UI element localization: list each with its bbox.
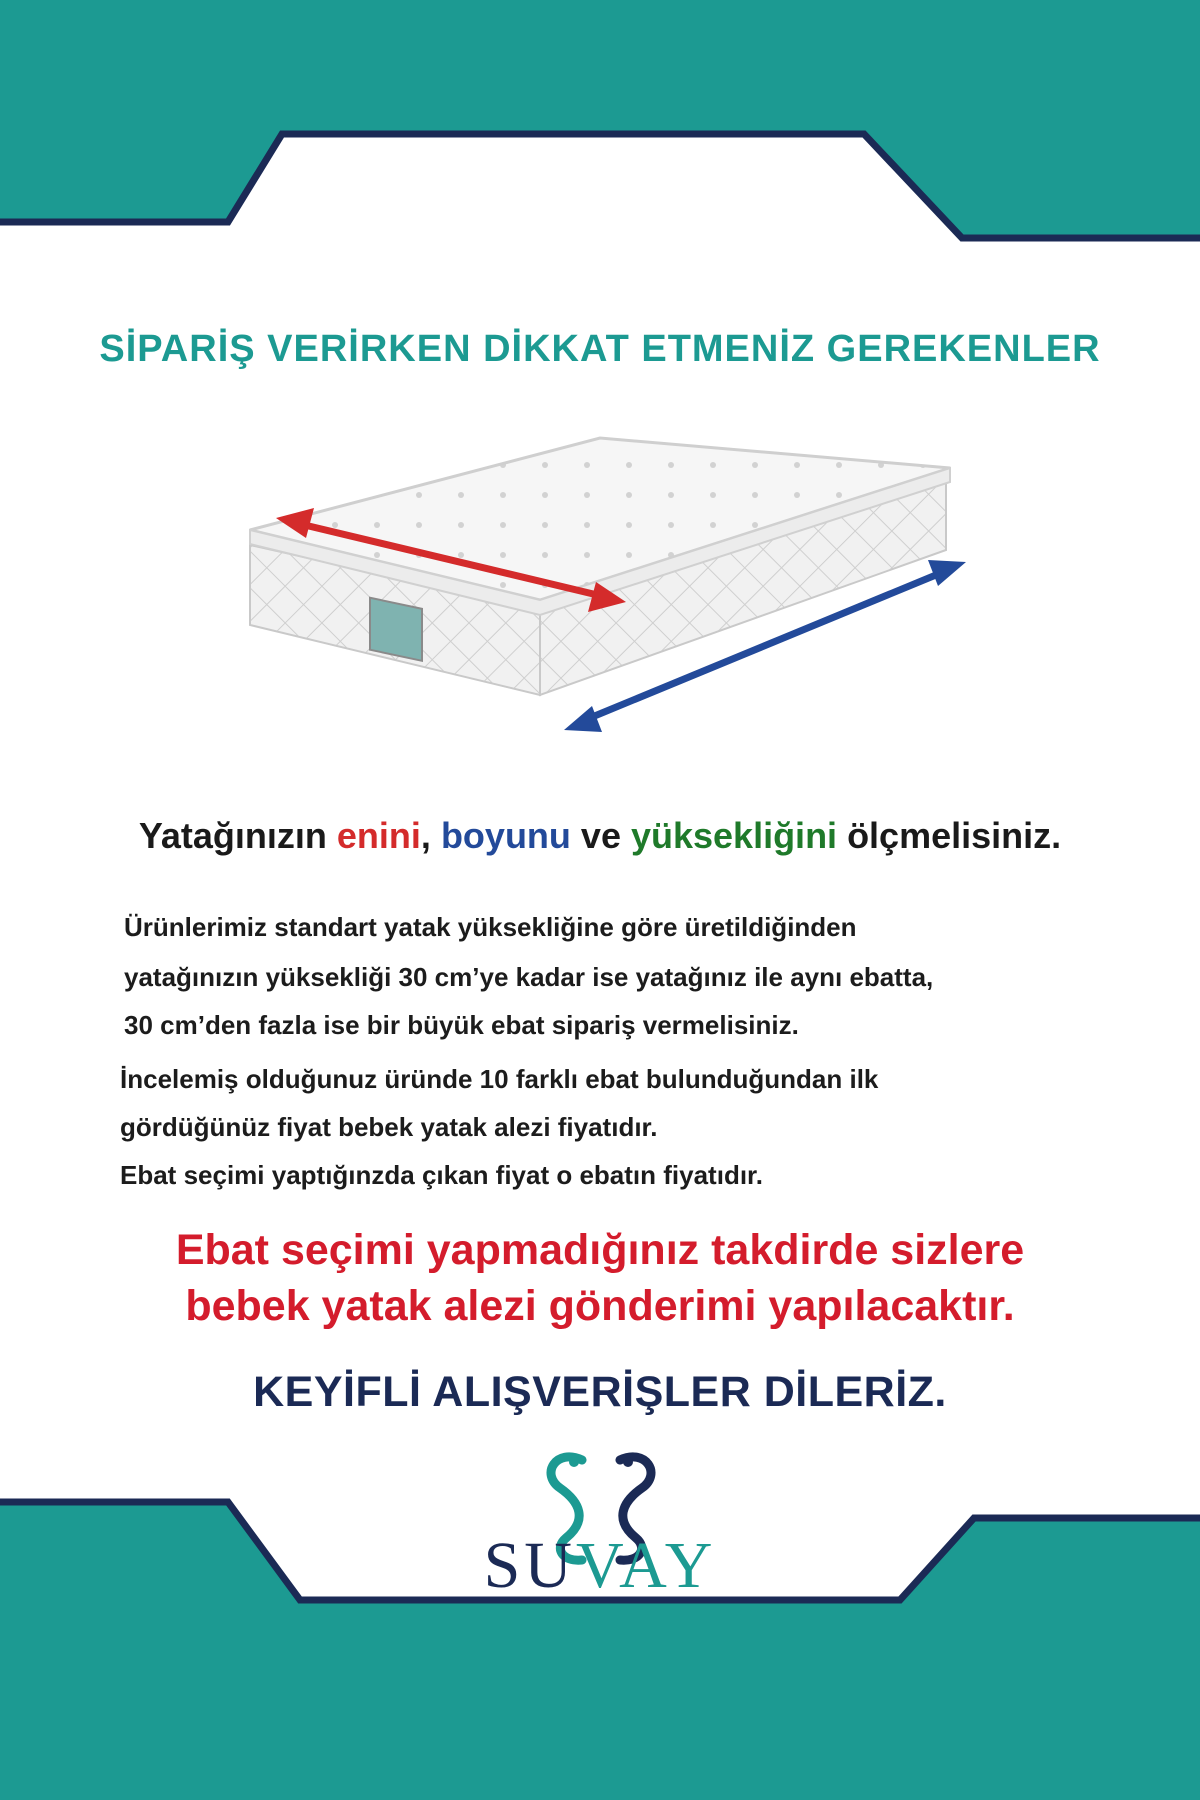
top-teal-band [0, 0, 1200, 238]
measurement-instruction [0, 815, 1200, 857]
measure-sep1: , [420, 815, 441, 856]
height-word: yüksekliğini [630, 815, 838, 856]
brand-logo-text [0, 1528, 1200, 1604]
measure-sep2: ve [570, 815, 631, 856]
page-heading: SİPARİŞ VERİRKEN DİKKAT ETMENİZ GEREKENLER [99, 328, 1101, 370]
info-line: Ürünlerimiz standart yatak yüksekliğine göre üretildiğinden [124, 912, 857, 942]
warning-line: Ebat seçimi yapmadığınız takdirde sizlere [175, 1226, 1025, 1274]
info-line: yatağınızın yüksekliği 30 cm’ye kadar ise yatağınız ile aynı ebatta, [124, 962, 934, 992]
measure-prefix: Yatağınızın [138, 815, 337, 856]
warning-line: bebek yatak alezi gönderimi yapılacaktır. [185, 1282, 1015, 1330]
measure-suffix: ölçmelisiniz. [837, 815, 1062, 856]
info-line: Ebat seçimi yaptığınzda çıkan fiyat o ebatın fiyatıdır. [120, 1160, 763, 1190]
brand-part-vay: VAY [575, 1529, 717, 1602]
info-line: 30 cm’den fazla ise bir büyük ebat sipariş vermelisiniz. [124, 1010, 799, 1040]
mattress-label [370, 598, 422, 661]
info-line: gördüğünüz fiyat bebek yatak alezi fiyatıdır. [120, 1112, 658, 1142]
info-line: İncelemiş olduğunuz üründe 10 farklı ebat bulunduğundan ilk [120, 1064, 879, 1094]
width-word: enini [336, 815, 421, 856]
brand-part-su: SU [483, 1529, 576, 1602]
length-word: boyunu [440, 815, 571, 856]
mattress-illustration [230, 420, 990, 760]
closing-message: KEYİFLİ ALIŞVERİŞLER DİLERİZ. [253, 1368, 947, 1416]
